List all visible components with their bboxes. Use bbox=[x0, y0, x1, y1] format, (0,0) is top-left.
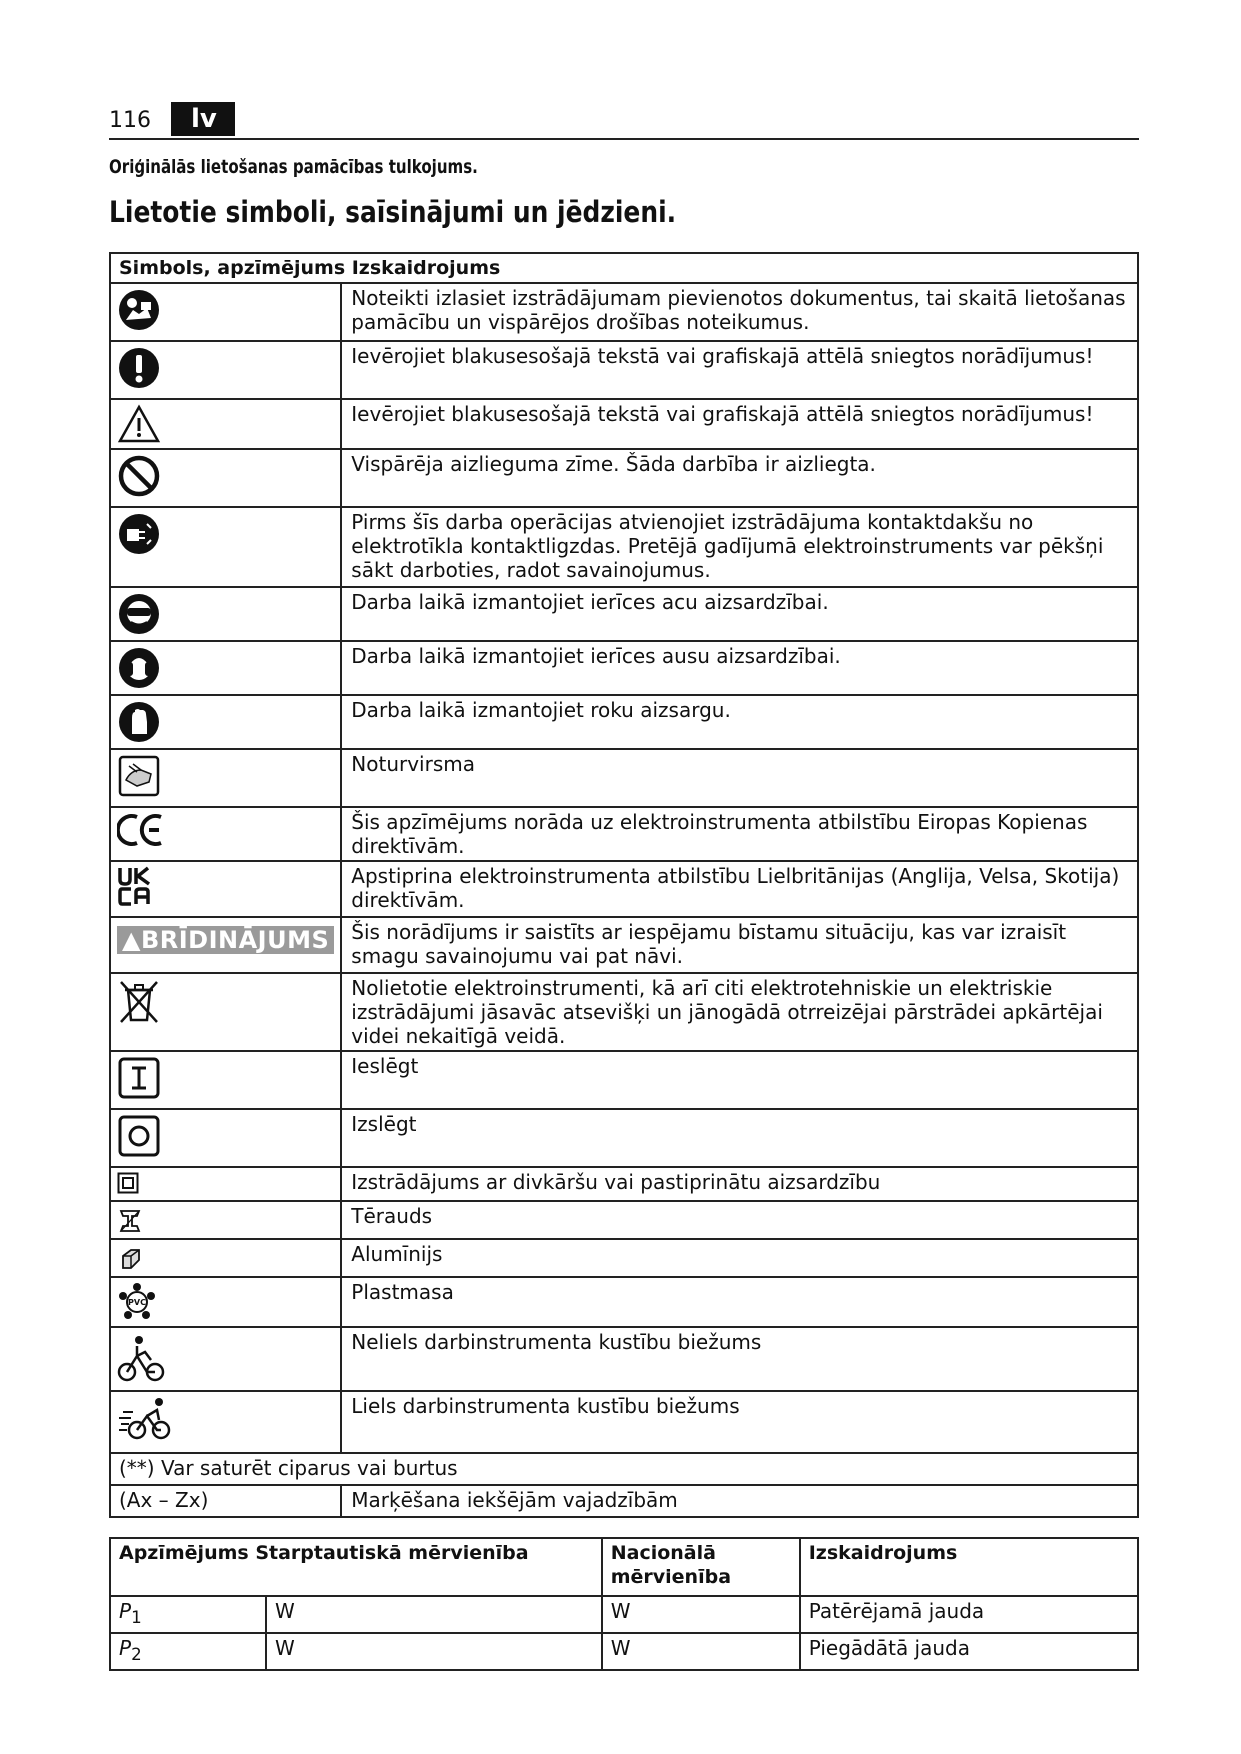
symbol-description: Ievērojiet blakusesošajā tekstā vai grafiskajā attēlā sniegtos norādījumus! bbox=[341, 399, 1138, 449]
ear-protection-icon bbox=[117, 646, 161, 690]
low-stroke-rate-icon bbox=[117, 1332, 165, 1384]
svg-text:PVC: PVC bbox=[128, 1298, 146, 1307]
units-table bbox=[109, 1537, 1139, 1671]
exclamation-icon bbox=[117, 346, 161, 390]
page-header bbox=[109, 102, 1139, 140]
symbol-description: Nolietotie elektroinstrumenti, kā arī citi elektrotehniskie un elektriskie izstrādājumi jāsavāc atsevišķi un jānogādā otrreizējai pārstrādei apkārtējai videi nekaitīgā veidā. bbox=[341, 973, 1138, 1051]
read-manual-icon bbox=[117, 288, 161, 332]
table-row bbox=[110, 973, 1138, 1051]
units-header-explanation: Izskaidrojums bbox=[800, 1538, 1138, 1596]
symbol-description: Noteikti izlasiet izstrādājumam pievienotos dokumentus, tai skaitā lietošanas pamācību un vispārējos drošības noteikumus. bbox=[341, 283, 1138, 341]
table-row bbox=[110, 749, 1138, 807]
symbol-description: Vispārēja aizlieguma zīme. Šāda darbība ir aizliegta. bbox=[341, 449, 1138, 507]
unit-intl: W bbox=[266, 1633, 602, 1670]
double-insulation-icon bbox=[117, 1172, 139, 1194]
table-row bbox=[110, 341, 1138, 399]
hand-protection-icon bbox=[117, 700, 161, 744]
table-row bbox=[110, 1051, 1138, 1109]
high-stroke-rate-icon bbox=[117, 1396, 171, 1442]
eye-protection-icon bbox=[117, 592, 161, 636]
weee-bin-icon bbox=[117, 978, 161, 1026]
unplug-icon bbox=[117, 512, 161, 556]
page-number: 116 bbox=[109, 108, 151, 133]
symbol-description: Šis apzīmējums norāda uz elektroinstrumenta atbilstību Eiropas Kopienas direktīvām. bbox=[341, 807, 1138, 861]
symbols-table bbox=[109, 252, 1139, 1518]
switch-on-icon bbox=[117, 1056, 161, 1100]
symbols-header-text: Simbols, apzīmējums Izskaidrojums bbox=[119, 257, 501, 279]
unit-symbol-letter: P bbox=[119, 1636, 132, 1660]
symbol-description: Liels darbinstrumenta kustību biežums bbox=[341, 1391, 1138, 1453]
symbol-description: Pirms šīs darba operācijas atvienojiet izstrādājuma kontaktdakšu no elektrotīkla kontaktligzdas. Pretējā gadījumā elektroinstruments var pēkšņi sākt darboties, radot savainojumus. bbox=[341, 507, 1138, 587]
units-header-symbol-intl: Apzīmējums Starptautiskā mērvienība bbox=[110, 1538, 602, 1596]
warning-label-text: BRĪDINĀJUMS bbox=[140, 926, 330, 954]
warning-label-icon: ▲BRĪDINĀJUMS bbox=[117, 926, 334, 954]
footnote: (**) Var saturēt ciparus vai burtus bbox=[110, 1453, 1138, 1485]
prohibition-icon bbox=[117, 454, 161, 498]
table-row bbox=[110, 1109, 1138, 1167]
unit-intl: W bbox=[266, 1596, 602, 1633]
warning-triangle-icon bbox=[117, 404, 161, 444]
table-row bbox=[110, 587, 1138, 641]
unit-symbol-sub: 2 bbox=[131, 1645, 142, 1664]
unit-explanation: Patērējamā jauda bbox=[800, 1596, 1138, 1633]
symbol-description: Plastmasa bbox=[341, 1277, 1138, 1327]
symbol-description: Neliels darbinstrumenta kustību biežums bbox=[341, 1327, 1138, 1391]
table-row bbox=[110, 807, 1138, 861]
symbol-description: Darba laikā izmantojiet roku aizsargu. bbox=[341, 695, 1138, 749]
table-row bbox=[110, 449, 1138, 507]
symbol-description: Ieslēgt bbox=[341, 1051, 1138, 1109]
table-row bbox=[110, 1327, 1138, 1391]
table-row bbox=[110, 1201, 1138, 1239]
table-row bbox=[110, 1633, 1138, 1670]
ce-mark-icon bbox=[117, 812, 167, 848]
symbol-description: Ievērojiet blakusesošajā tekstā vai grafiskajā attēlā sniegtos norādījumus! bbox=[341, 341, 1138, 399]
symbol-description: Darba laikā izmantojiet ierīces ausu aizsardzībai. bbox=[341, 641, 1138, 695]
unit-symbol bbox=[110, 1633, 266, 1670]
table-row bbox=[110, 1485, 1138, 1517]
table-row bbox=[110, 1391, 1138, 1453]
table-row bbox=[110, 507, 1138, 587]
symbol-description: Šis norādījums ir saistīts ar iespējamu bīstamu situāciju, kas var izraisīt smagu savainojumu vai pat nāvi. bbox=[341, 917, 1138, 973]
symbol-description: Noturvirsma bbox=[341, 749, 1138, 807]
table-row bbox=[110, 641, 1138, 695]
unit-explanation: Piegādātā jauda bbox=[800, 1633, 1138, 1670]
symbol-description: Darba laikā izmantojiet ierīces acu aizsardzībai. bbox=[341, 587, 1138, 641]
language-tab: lv bbox=[171, 102, 235, 136]
internal-code: (Ax – Zx) bbox=[110, 1485, 341, 1517]
units-header-national: Nacionālā mērvienība bbox=[602, 1538, 800, 1596]
grip-surface-icon bbox=[117, 754, 161, 798]
aluminium-icon bbox=[117, 1246, 143, 1272]
unit-national: W bbox=[602, 1633, 800, 1670]
table-row bbox=[110, 1277, 1138, 1327]
switch-off-icon bbox=[117, 1114, 161, 1158]
table-row bbox=[110, 283, 1138, 341]
page-title: Lietotie simboli, saīsinājumi un jēdzieni. bbox=[109, 195, 677, 229]
steel-icon bbox=[117, 1208, 143, 1234]
symbol-description: Izstrādājums ar divkāršu vai pastiprinātu aizsardzību bbox=[341, 1167, 1138, 1201]
document-subtitle: Oriģinālās lietošanas pamācības tulkojums. bbox=[109, 156, 478, 178]
ukca-mark-icon bbox=[117, 866, 153, 906]
symbol-description: Alumīnijs bbox=[341, 1239, 1138, 1277]
unit-symbol-sub: 1 bbox=[131, 1608, 142, 1627]
unit-symbol-letter: P bbox=[119, 1599, 132, 1623]
internal-marking-description: Marķēšana iekšējām vajadzībām bbox=[341, 1485, 1138, 1517]
table-row bbox=[110, 917, 1138, 973]
table-row bbox=[110, 399, 1138, 449]
symbol-description: Apstiprina elektroinstrumenta atbilstību Lielbritānijas (Anglija, Velsa, Skotija) direktīvām. bbox=[341, 861, 1138, 917]
table-row bbox=[110, 861, 1138, 917]
symbol-description: Tērauds bbox=[341, 1201, 1138, 1239]
symbols-table-header bbox=[110, 253, 1138, 283]
table-row bbox=[110, 1239, 1138, 1277]
table-row bbox=[110, 695, 1138, 749]
table-row bbox=[110, 1596, 1138, 1633]
plastic-pvc-icon bbox=[117, 1282, 157, 1322]
table-row bbox=[110, 1453, 1138, 1485]
unit-national: W bbox=[602, 1596, 800, 1633]
symbol-description: Izslēgt bbox=[341, 1109, 1138, 1167]
table-row bbox=[110, 1167, 1138, 1201]
unit-symbol bbox=[110, 1596, 266, 1633]
